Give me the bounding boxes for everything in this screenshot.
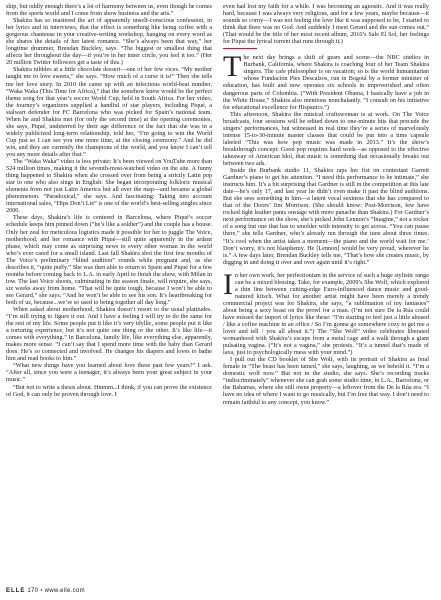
left-paragraph: ship, but oddly enough there’s a lot of harmony between us, even though he comes from the sports world and I come from show business and the arts.”: [6, 3, 212, 18]
section-3-first-paragraph: [223, 267, 429, 357]
left-paragraph: These days, Shakira’s life is centered in Barcelona, where Piqué’s soccer schedule keeps him pinned down (“he’s like a soldier”) and the couple has a house. Only her zeal for meticulous logistics made it possible for her to juggle The Voice, motherhood, and her romance with Piqué—still quite apparently in the ardent phase, which may come as surprising news to every other woman in the world who’s ever cared for a small island. Last fall Shakira shot the first few months of The Voice’s preliminary “blind audition” rounds while pregnant and, as she describes it, “quite puffy.” She was then able to return to Spain and Piqué for a few months before coming back to L.A. in early April to finish the show, with Milan in tow. The last Voice shoots, culminating in the season finale, will require, she says, six weeks away from home. “That will be quite tough, because I won’t be able to see Gerard,” she says. “And he won’t be able to see his son. It’s heartbreaking for both of us, because...we’re so used to being together all day long.”: [6, 214, 213, 306]
left-paragraph: The “Waka Waka” video is less private: It’s been viewed on YouTube more than 524 million times, making it the seventh-most-watched video on the site. A funny thing happened to Shakira when she crossed over from being a strictly Latin pop star to one who also sings in English: She began incorporating folkloric musical elements from not just Latin America but all over the map—and became a global phenomenon. “Paradoxical,” she says. And fascinating: Taking into account international sales, “Hips Don’t Lie” is one of the world’s best-selling singles since 2000.: [6, 158, 212, 215]
right-paragraph: I pull out the CD booklet of She Wolf, with its portrait of Shakira as feral female in “The beast has been tamed,” she says, laughing, as we behold it. “I’m a domestic wolf now.” But not in the studio, she says. She’s recording tracks “indiscriminately” whenever she can grab some studio time, in L.A., Barcelona, or the Bahamas, where she still owns property—a leftover from the De la Rúa era. “I have no idea of where I want to go musically, but I’m free that way. I don’t need to remain faithful to any concept, you know.”: [223, 356, 429, 406]
section-2-first-paragraph: [223, 50, 429, 111]
left-paragraph: Shakira has so mastered the art of apparently unself-conscious confession, in her lyrics and in interviews, that the effect is something like being coffee with a gorgeous chanteuse in your creative-writing workshop, hanging on every word as she shares the details of her latest romance. “She’s always been that way,” her longtime drummer, Brendan Buckley, says. “The biggest or smallest thing that affects her throughout the day—if you’re in her inner circle, you feel it too.” (Her 20 million Twitter followers get a taste of this.): [6, 17, 212, 67]
drop-cap: I: [223, 267, 233, 301]
right-column: [223, 3, 429, 406]
footer-separator: ▪: [40, 588, 43, 594]
left-column: [6, 3, 212, 398]
left-paragraph: “What new things have you learned about love these past few years?” I ask. “After all, since you were a teenager, it’s always been your great subject in your music.”: [6, 362, 212, 384]
page-footer: [6, 588, 85, 594]
section-3-text: n her own work, her perfectionism in the service of such a huge stylistic range can be a mixed blessing. Take, for example, 2009’s She Wolf, which explored a thin line between cutting-edge Euro-influenced dance music and good-natured kitsch. What for another artist might have been merely a trendy commercial project was for Shakira, she says, “a sublimation of my fantasies” about being a sexy beast on the prowl for a man. (I’m not sure De la Rúa could have missed the import of lyrics like these: “I’m starting to feel just a little abused / like a coffee machine in an office / So I’m gonna go somewhere cozy to get me a lover and tell / you all about it.”) The “She Wolf” video celebrates liberated womanhood with Shakira’s escape from a metal cage and a walk through a giant pulsating vagina. (“It’s not a vagina,” she protests. “It’s a tunnel that’s made of lava, just to psychologically mess with your mind.”): [223, 271, 429, 357]
left-paragraph: “But not to write a thesis about. Hmmm...I think, if you can prove the existence of God, it can only be proven through love. I: [6, 383, 212, 398]
right-intro-paragraph: even had lost my faith for a while. I was becoming an agnostic. And it was really hard, because I was always very religious, and for a few years, maybe because—it sounds so corny—I was not feeling the love like it was supposed to be, I started to think that there was no God. And suddenly I meet Gerard and the sun comes out.” (That would be the title of her most recent album, 2010’s Sale El Sol, her feelings for Piqué the lyrical torrent that runs through it.): [223, 3, 429, 46]
left-paragraph: Shakira nibbles at a little chocolate dessert—one of her few vices. “My mother taught me to love sweets,” she says. “How much of a curse it is!” Then she tells me her love story. In 2010 the came up with an infectious world-beat number, “Waka Waka (This Time for Africa),” that the somehow knew would be the perfect theme song for that year’s soccer World Cup, held in South Africa. For her video, the tourney’s organizers supplied a handful of star players, including Piqué, a stalwart defender for FC Barcelona who was picked for Spain’s national team. When he and Shakira met (for only the second time) at the opening ceremonies, she says, Piqué, undeterred by their age difference or the fact that she was in a widely publicized long-term relationship, told her, “I’m going to win the World Cup just so I can see you one more time, at the closing ceremony.” And he did win, and they are currently the champions of the world, and you know I can’t tell you any more details after that.”: [6, 66, 212, 158]
section-2-text: he next day brings a shift of gears and scene—the NBC studios in Burbank, California, where Shakira is coaching four of her Team Shakira singers. The cafe philosopher is on vacation; so is the world humanitarian whose Fundación Pies Descalzos, run in Bogotá by a former minister of education, has built and now operates six schools in impoverished and often dangerous parts of Colombia. (“With President Obama, I basically have a job in the White House,” Shakira also mentions nonchalantly. “I consult on his initiative for educational excellence for Hispanics.”): [223, 54, 429, 111]
footer-brand: ELLE: [6, 588, 26, 594]
footer-url[interactable]: www.elle.com: [44, 588, 85, 594]
drop-cap: T: [223, 50, 242, 84]
right-paragraph: Inside the Burbank studio 11, Shakira raps her fist on contestant Garrett Gardner’s piano to get his attention. “I need this performance to be intimate,” she instructs him. It’s a bit surprising that Gardner is still in the competition at this late date—he’s only 17, and last year he didn’t even make it past the blind auditions. But she sees something in him—a latent vocal sexiness that she has compared to that of the Doors’ Jim Morrison. (She should know: Post-Morrison, few have rocked tight leather pants onstage with more panache than Shakira.) For Gardner’s next performance on the show, she’s picked John Lennon’s “Imagine,” not a rocker of a song but one that has to smolder with intensity to get across. “You can pause there,” she tells Gardner, who’s already run through the tune about three times. “It’s cool when the artist takes a moment—the piano and the world wait for me.’ Don’t worry, it’s not blasphemy. He [Lennon] would be very proud, wherever he is.” A few days later, Brendan Buckley tells me, “That’s how she creates music, by digging in and doing it over and over again until it’s right.”: [223, 167, 429, 266]
section-rule: [223, 48, 257, 49]
right-paragraph: This afternoon, Shakira the musical craftswoman is at work. On The Voice broadcasts, four sessions will be edited down to one-minute bits that precede the singers’ performances, but witnessed in real time they’re a series of marvelously intense 15-to-30-minute master classes that could be put into a time capsule labeled “This was how pop music was made in 2013.” It’s the show’s breakthrough concept: Good pop requires hard work—as opposed to the effective takeaway of American Idol, that music is something that occasionally breaks out between two ads.: [223, 110, 429, 167]
footer-page-number: 170: [27, 588, 39, 594]
left-paragraph: When asked about motherhood, Shakira doesn’t resort to the usual platitudes. “I’m still trying to figure it out. And I have a feeling I will try to do the same for the rest of my life. Some people put it like it’s very idyllic, some people put it like a torturing experience, but it’s not quite one thing or the other. It’s like life—it comes with everything.” In Barcelona, family life, like everything else, apparently, makes more sense. “I can’t say that I spend more time with the baby than Gerard does. He’s so connected and involved. He changes his diapers and loves to bathe him and read books to him.”: [6, 306, 212, 363]
